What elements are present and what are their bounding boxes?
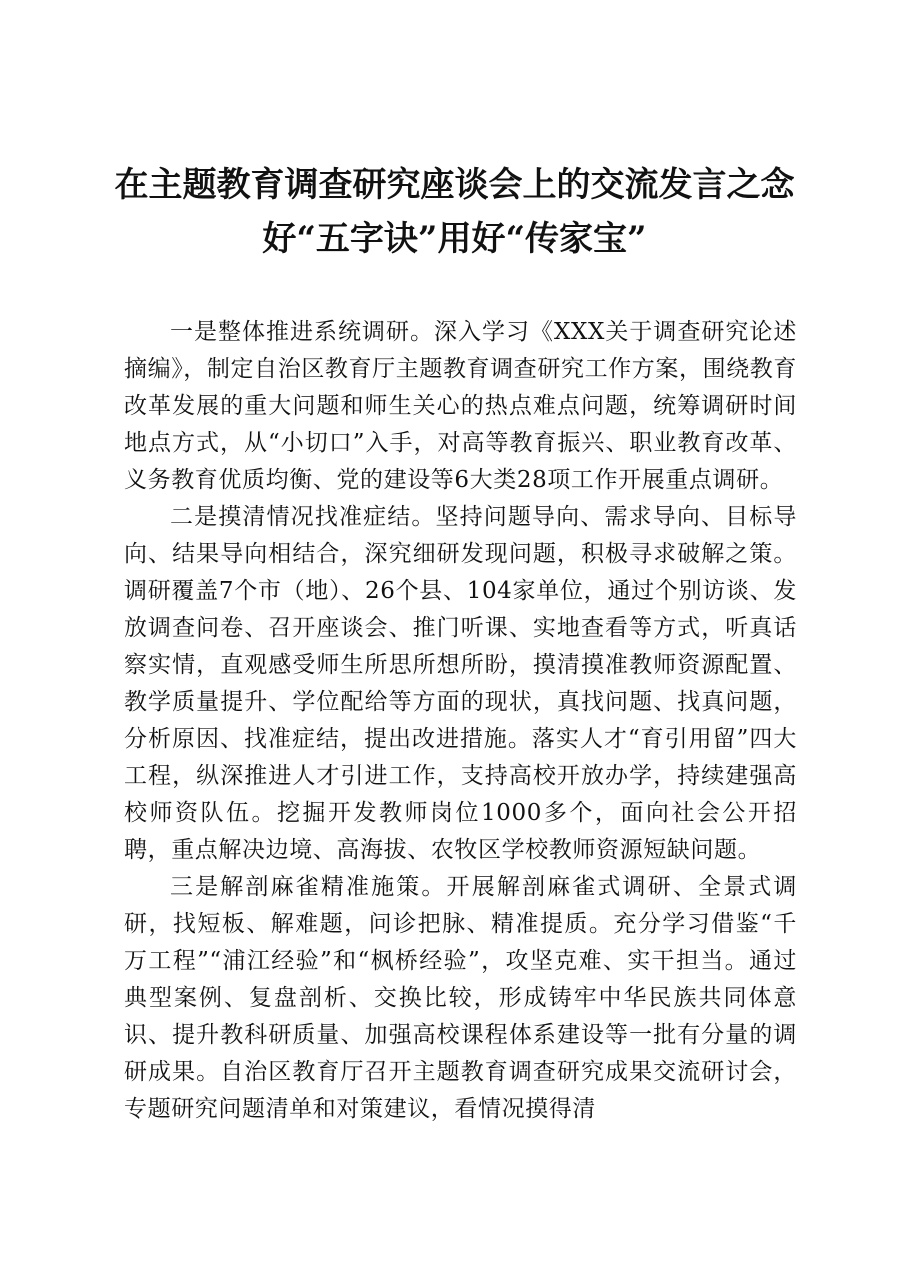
paragraph-1: 一是整体推进系统调研。深入学习《XXX关于调查研究论述摘编》，制定自治区教育厅主题教育调查研究工作方案，围绕教育改革发展的重大问题和师生关心的热点难点问题，统筹调研时间地点方式，从“小切口”入手，对高等教育振兴、职业教育改革、义务教育优质均衡、党的建设等6大类28项工作开展重点调研。 (124, 319, 797, 493)
paragraph-2: 二是摸清情况找准症结。坚持问题导向、需求导向、目标导向、结果导向相结合，深究细研发现问题，积极寻求破解之策。调研覆盖7个市（地）、26个县、104家单位，通过个别访谈、发放调查问卷、召开座谈会、推门听课、实地查看等方式，听真话察实情，直观感受师生所思所想所盼，摸清摸准教师资源配置、教学质量提升、学位配给等方面的现状，真找问题、找真问题，分析原因、找准症结，提出改进措施。落实人才“育引用留”四大工程，纵深推进人才引进工作，支持高校开放办学，持续建强高校师资队伍。挖掘开发教师岗位1000多个，面向社会公开招聘，重点解决边境、高海拔、农牧区学校教师资源短缺问题。 (124, 504, 797, 863)
document-body (124, 314, 797, 1128)
title-line-2: 好“五字诀”用好“传家宝” (262, 219, 647, 259)
title-line-1: 在主题教育调查研究座谈会上的交流发言之念 (114, 165, 795, 205)
paragraph-3: 三是解剖麻雀精准施策。开展解剖麻雀式调研、全景式调研，找短板、解难题，问诊把脉、精准提质。充分学习借鉴“千万工程”“浦江经验”和“枫桥经验”，攻坚克难、实干担当。通过典型案例、复盘剖析、交换比较，形成铸牢中华民族共同体意识、提升教科研质量、加强高校课程体系建设等一批有分量的调研成果。自治区教育厅召开主题教育调查研究成果交流研讨会，专题研究问题清单和对策建议，看情况摸得清 (124, 874, 797, 1122)
document-title (112, 158, 797, 266)
